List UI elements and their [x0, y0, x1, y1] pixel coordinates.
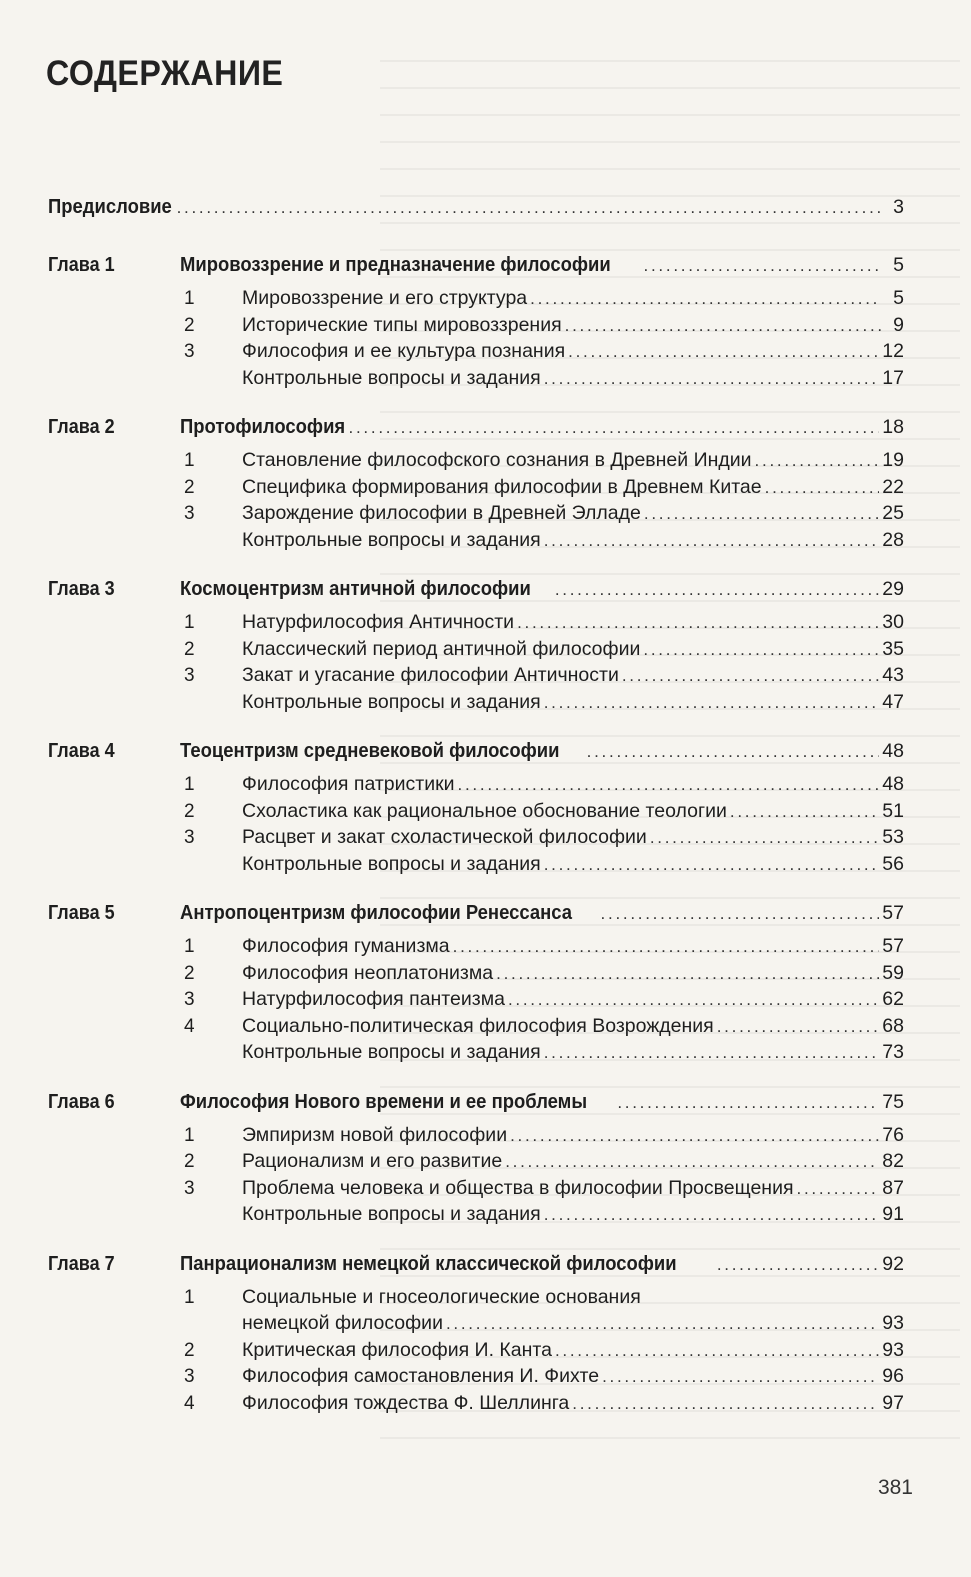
chapter-label: Глава 4: [48, 740, 115, 762]
section-number: 3: [184, 1366, 195, 1387]
toc-section-row[interactable]: [48, 340, 904, 367]
chapter-group: [48, 253, 904, 393]
section-title: Проблема человека и общества в философии Просвещения: [242, 1176, 794, 1199]
toc-review-row[interactable]: [48, 853, 904, 880]
section-title: Становление философского сознания в Древней Индии: [242, 449, 752, 471]
chapter-label: Глава 3: [48, 578, 115, 600]
chapter-label: Глава 7: [48, 1252, 115, 1275]
section-title: Зарождение философии в Древней Элладе: [242, 502, 641, 524]
section-number: 2: [184, 800, 195, 822]
section-number: 1: [184, 1124, 195, 1146]
chapter-page: 57: [882, 902, 904, 924]
leader-dots: [587, 742, 880, 762]
section-number: 3: [184, 1177, 195, 1199]
toc-chapter-row[interactable]: [48, 1090, 904, 1124]
leader-dots: [517, 613, 879, 633]
leader-dots: [544, 1205, 880, 1225]
leader-dots: [510, 1126, 879, 1146]
page-heading: СОДЕРЖАНИЕ: [46, 54, 284, 93]
page-number: 381: [877, 1476, 913, 1499]
chapter-group: [48, 739, 904, 879]
section-title: Натурфилософия пантеизма: [242, 988, 505, 1010]
section-title: Контрольные вопросы и задания: [242, 1203, 541, 1225]
section-number: 2: [184, 638, 195, 660]
section-page: 93: [882, 1312, 904, 1334]
section-title: Мировоззрение и его структура: [242, 287, 528, 309]
section-page: 22: [882, 475, 904, 498]
toc-review-row[interactable]: [48, 529, 904, 556]
toc-chapter-row[interactable]: [48, 253, 904, 287]
leader-dots: [555, 580, 879, 600]
leader-dots: [650, 828, 879, 848]
leader-dots: [565, 316, 881, 336]
section-page: 35: [882, 637, 904, 660]
section-title: Схоластика как рациональное обоснование теологии: [242, 799, 727, 822]
toc-section-row[interactable]: [48, 800, 904, 827]
leader-dots: [555, 1341, 879, 1361]
section-title: Социальные и гносеологические основания: [242, 1285, 641, 1308]
leader-dots: [644, 504, 879, 524]
section-title: Социально-политическая философия Возрождения: [242, 1014, 714, 1037]
toc-section-row[interactable]: [48, 1150, 904, 1177]
section-page: 17: [882, 366, 904, 389]
leader-dots: [544, 855, 880, 875]
toc-section-row[interactable]: [48, 826, 904, 853]
toc-chapter-row[interactable]: [48, 415, 904, 449]
chapter-page: 5: [893, 254, 904, 276]
section-page: 47: [882, 690, 904, 713]
chapter-label: Глава 6: [48, 1090, 115, 1113]
section-title: Философия неоплатонизма: [242, 961, 494, 984]
section-number: 1: [184, 1286, 195, 1308]
section-page: 51: [882, 799, 904, 822]
section-page: 19: [882, 449, 904, 471]
section-page: 76: [882, 1123, 904, 1146]
section-title: Классический период античной философии: [242, 637, 641, 660]
toc-section-row[interactable]: [48, 1365, 904, 1392]
chapter-page: 48: [882, 740, 904, 762]
section-number: 3: [184, 989, 195, 1010]
chapter-page: 18: [882, 416, 904, 438]
leader-dots: [644, 256, 881, 276]
toc-section-row[interactable]: [48, 962, 904, 989]
toc-review-row[interactable]: [48, 1203, 904, 1230]
section-page: 28: [882, 528, 904, 551]
section-title: Философия патристики: [242, 773, 455, 795]
chapter-title: Панрационализм немецкой классической философии: [180, 1251, 677, 1275]
leader-dots: [508, 990, 879, 1010]
toc-section-row[interactable]: [48, 1124, 904, 1151]
section-title: Контрольные вопросы и задания: [242, 852, 541, 875]
section-number: 1: [184, 774, 195, 795]
section-title: Философия гуманизма: [242, 935, 450, 957]
chapter-group: [48, 1252, 904, 1419]
leader-dots: [349, 418, 880, 438]
leader-dots: [530, 289, 881, 309]
toc-section-row[interactable]: [48, 1392, 904, 1419]
chapter-label: Глава 5: [48, 902, 115, 924]
chapter-page: 29: [882, 578, 904, 600]
section-title: Специфика формирования философии в Древнем Китае: [242, 475, 762, 498]
chapter-group: [48, 901, 904, 1068]
chapter-page: 92: [882, 1252, 904, 1275]
section-title: Закат и угасание философии Античности: [242, 664, 619, 686]
toc-review-row[interactable]: [48, 367, 904, 394]
toc-section-row[interactable]: [48, 638, 904, 665]
toc-section-row[interactable]: [48, 449, 904, 476]
toc-section-row[interactable]: [48, 314, 904, 341]
toc-section-row[interactable]: [48, 502, 904, 529]
section-number: 2: [184, 314, 195, 336]
chapter-title: Космоцентризм античной философии: [180, 577, 531, 600]
toc-section-row[interactable]: [48, 1177, 904, 1204]
section-number: 3: [184, 665, 195, 686]
toc-section-row[interactable]: [48, 1339, 904, 1366]
leader-dots: [730, 802, 879, 822]
leader-dots: [602, 1367, 879, 1387]
leader-dots: [617, 1093, 879, 1113]
section-number: 2: [184, 1151, 195, 1172]
section-number: 1: [184, 288, 195, 309]
toc-section-row[interactable]: [48, 611, 904, 638]
chapter-title: Мировоззрение и предназначение философии: [180, 253, 611, 276]
section-title: Эмпиризм новой философии: [242, 1123, 508, 1146]
leader-dots: [544, 369, 880, 389]
leader-dots: [177, 198, 881, 218]
section-number: 4: [184, 1392, 195, 1414]
toc-section-row[interactable]: [48, 664, 904, 691]
leader-dots: [717, 1255, 879, 1275]
chapter-group: [48, 577, 904, 717]
leader-dots: [505, 1152, 879, 1172]
section-page: 97: [882, 1391, 904, 1414]
section-page: 30: [882, 611, 904, 633]
leader-dots: [572, 1394, 879, 1414]
section-page: 62: [882, 988, 904, 1010]
toc-section-row[interactable]: [48, 1015, 904, 1042]
leader-dots: [446, 1314, 879, 1334]
leader-dots: [544, 1043, 880, 1063]
leader-dots: [544, 693, 880, 713]
section-number: 3: [184, 827, 195, 848]
section-title: Философия тождества Ф. Шеллинга: [242, 1391, 570, 1414]
toc-section-row-continued[interactable]: [48, 1312, 904, 1339]
preface-page: 3: [893, 196, 904, 218]
chapter-group: [48, 415, 904, 555]
section-number: 2: [184, 1339, 195, 1361]
section-title: Исторические типы мировоззрения: [242, 313, 562, 336]
preface-title: Предисловие: [48, 195, 172, 218]
section-page: 93: [882, 1338, 904, 1361]
chapter-title: Антропоцентризм философии Ренессанса: [180, 901, 572, 924]
section-page: 82: [882, 1150, 904, 1172]
section-number: 1: [184, 612, 195, 633]
section-title: Рационализм и его развитие: [242, 1150, 503, 1172]
toc-review-row[interactable]: [48, 1041, 904, 1068]
section-page: 53: [882, 826, 904, 848]
section-page: 73: [882, 1041, 904, 1063]
toc-preface[interactable]: [48, 195, 904, 225]
section-title: Философия самостановления И. Фихте: [242, 1365, 600, 1387]
toc-review-row[interactable]: [48, 691, 904, 718]
leader-dots: [622, 666, 879, 686]
section-page: 5: [893, 287, 904, 309]
chapter-group: [48, 1090, 904, 1230]
section-page: 68: [882, 1014, 904, 1037]
section-title-line2: немецкой философии: [242, 1312, 443, 1334]
section-number: 2: [184, 962, 195, 984]
toc-section-row[interactable]: [48, 988, 904, 1015]
leader-dots: [601, 904, 880, 924]
toc-section-row[interactable]: [48, 1286, 904, 1313]
section-page: 56: [882, 852, 904, 875]
section-page: 43: [882, 664, 904, 686]
chapter-title: Протофилософия: [180, 415, 346, 438]
chapter-title: Философия Нового времени и ее проблемы: [180, 1089, 588, 1113]
toc-chapter-row[interactable]: [48, 577, 904, 611]
toc-chapter-row[interactable]: [48, 739, 904, 773]
section-number: 4: [184, 1015, 195, 1037]
section-title: Расцвет и закат схоластической философии: [242, 826, 647, 848]
toc-section-row[interactable]: [48, 476, 904, 503]
section-page: 57: [882, 935, 904, 957]
leader-dots: [496, 964, 879, 984]
toc-section-row[interactable]: [48, 773, 904, 800]
section-page: 12: [882, 340, 904, 362]
leader-dots: [765, 478, 880, 498]
section-page: 9: [893, 313, 904, 336]
section-page: 96: [882, 1365, 904, 1387]
section-page: 59: [882, 961, 904, 984]
section-title: Философия и ее культура познания: [242, 340, 566, 362]
chapter-list: [48, 253, 904, 1418]
section-title: Критическая философия И. Канта: [242, 1338, 552, 1361]
section-page: 48: [882, 773, 904, 795]
leader-dots: [755, 451, 880, 471]
section-title: Контрольные вопросы и задания: [242, 1041, 541, 1063]
leader-dots: [458, 775, 880, 795]
section-number: 2: [184, 476, 195, 498]
section-number: 3: [184, 503, 195, 524]
section-title: Натурфилософия Античности: [242, 611, 515, 633]
section-title: Контрольные вопросы и задания: [242, 690, 541, 713]
leader-dots: [453, 937, 880, 957]
chapter-title: Теоцентризм средневековой философии: [180, 739, 560, 762]
section-page: 91: [882, 1203, 904, 1225]
section-number: 3: [184, 341, 195, 362]
section-number: 1: [184, 936, 195, 957]
section-title: Контрольные вопросы и задания: [242, 366, 541, 389]
chapter-page: 75: [882, 1090, 904, 1113]
toc-section-row[interactable]: [48, 287, 904, 314]
chapter-label: Глава 2: [48, 416, 115, 438]
chapter-label: Глава 1: [48, 254, 115, 276]
leader-dots: [717, 1017, 880, 1037]
section-page: 87: [882, 1176, 904, 1199]
table-of-contents: [48, 195, 904, 1440]
leader-dots: [643, 640, 879, 660]
section-page: 25: [882, 502, 904, 524]
toc-section-row[interactable]: [48, 935, 904, 962]
section-title: Контрольные вопросы и задания: [242, 528, 541, 551]
toc-chapter-row[interactable]: [48, 1252, 904, 1286]
leader-dots: [568, 342, 879, 362]
toc-chapter-row[interactable]: [48, 901, 904, 935]
leader-dots: [544, 531, 880, 551]
section-number: 1: [184, 450, 195, 471]
leader-dots: [797, 1179, 880, 1199]
